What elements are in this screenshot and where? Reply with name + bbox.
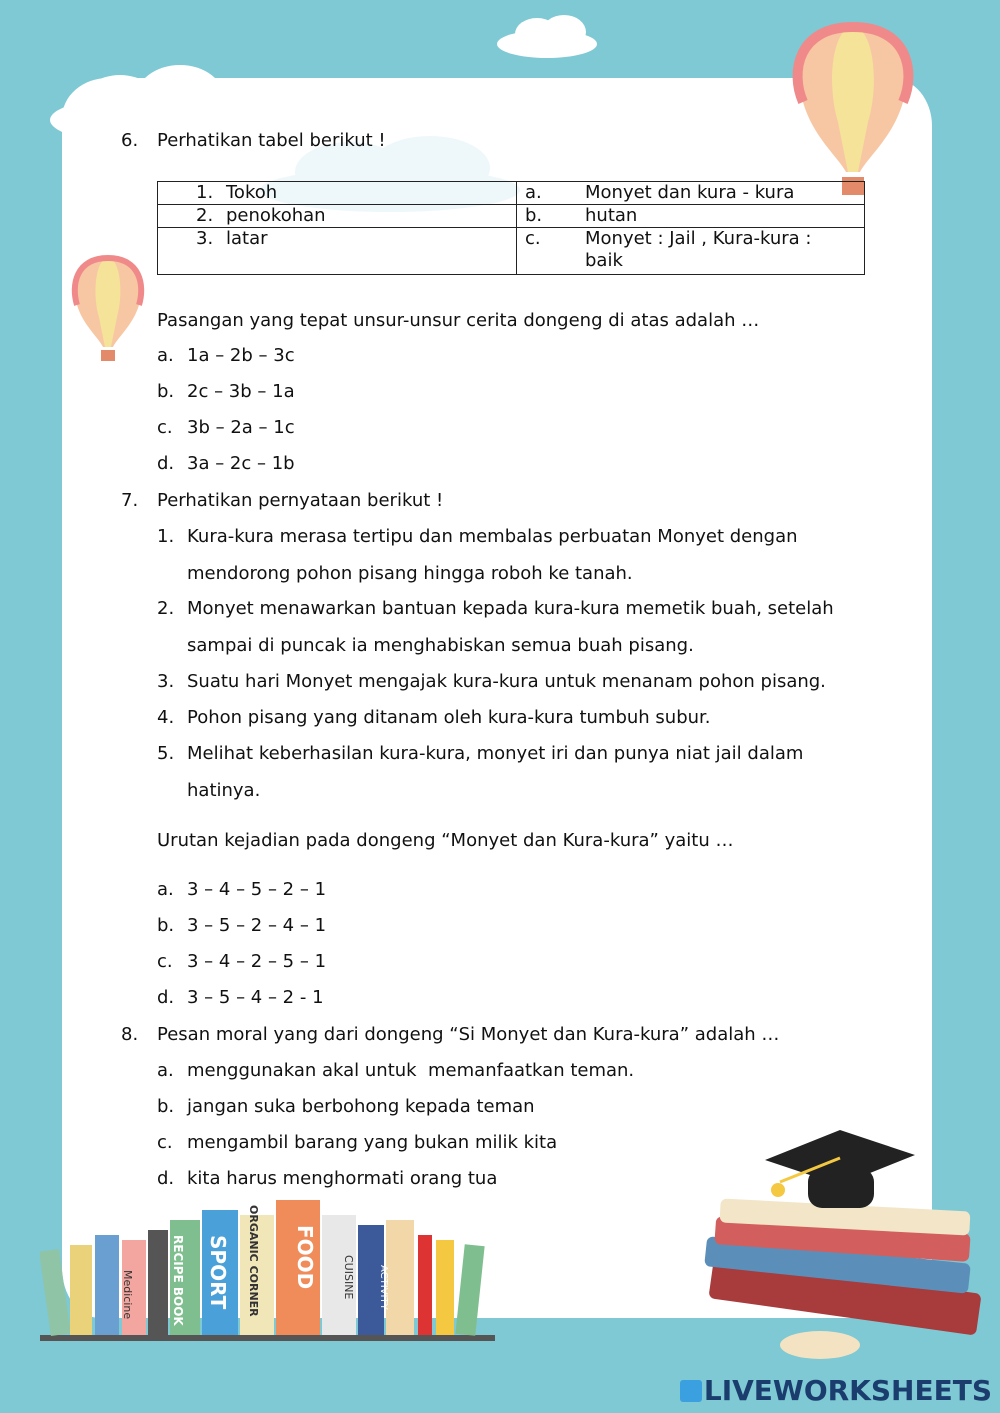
q8-option-b[interactable] xyxy=(157,1096,535,1118)
row-number: 1. xyxy=(196,182,214,203)
cloud-decoration-small xyxy=(492,12,602,60)
option-text: 3 – 5 – 2 – 4 – 1 xyxy=(187,915,327,936)
hot-air-balloon-left xyxy=(68,255,148,365)
table-cell-left xyxy=(158,228,517,275)
option-label: a. xyxy=(157,879,174,900)
row-right-text: hutan xyxy=(585,205,638,226)
q7-statement-4 xyxy=(157,707,857,729)
table-row xyxy=(158,205,865,228)
option-text: 3 – 5 – 4 – 2 - 1 xyxy=(187,987,324,1008)
statement-text: Kura-kura merasa tertipu dan membalas perbuatan Monyet dengan xyxy=(187,526,798,547)
statement-text: Monyet menawarkan bantuan kepada kura-kura memetik buah, setelah xyxy=(187,598,834,619)
option-label: d. xyxy=(157,987,175,1008)
option-label: b. xyxy=(157,1096,175,1117)
hot-air-balloon-right xyxy=(788,22,918,202)
book-spine-recipe: RECIPE BOOK xyxy=(171,1235,185,1326)
q7-statement-3 xyxy=(157,671,857,693)
table-cell-right xyxy=(517,182,865,205)
q7-option-b[interactable] xyxy=(157,915,327,937)
option-text: 3 – 4 – 2 – 5 – 1 xyxy=(187,951,327,972)
liveworksheets-icon xyxy=(680,1380,702,1402)
q8-number: 8. xyxy=(121,1024,139,1045)
option-label: d. xyxy=(157,1168,175,1189)
q8-option-a[interactable] xyxy=(157,1060,635,1082)
q6-option-b[interactable] xyxy=(157,381,295,403)
statement-text: Pohon pisang yang ditanam oleh kura-kura tumbuh subur. xyxy=(187,707,711,728)
row-letter: a. xyxy=(525,182,542,203)
row-number: 3. xyxy=(196,228,214,249)
option-text: kita harus menghormati orang tua xyxy=(187,1168,498,1189)
table-cell-right xyxy=(517,228,865,275)
book-spine-activity: ACTIVITY xyxy=(378,1265,389,1310)
option-label: b. xyxy=(157,915,175,936)
q6-table xyxy=(157,181,865,275)
row-left-text: Tokoh xyxy=(226,182,278,203)
statement-label: 1. xyxy=(157,526,175,547)
statement-text: Melihat keberhasilan kura-kura, monyet iri dan punya niat jail dalam xyxy=(187,743,804,764)
table-row xyxy=(158,182,865,205)
q8-prompt: Pesan moral yang dari dongeng “Si Monyet dan Kura-kura” adalah … xyxy=(157,1024,780,1045)
books-illustration xyxy=(40,1195,500,1345)
book-spine-cuisine: CUISINE xyxy=(342,1255,355,1300)
graduation-books-illustration xyxy=(690,1120,990,1390)
q8-option-d[interactable] xyxy=(157,1168,498,1190)
row-letter: b. xyxy=(525,205,543,226)
statement-label: 5. xyxy=(157,743,175,764)
option-text: 1a – 2b – 3c xyxy=(187,345,295,366)
option-label: a. xyxy=(157,1060,174,1081)
row-left-text: latar xyxy=(226,228,268,249)
liveworksheets-text: LIVEWORKSHEETS xyxy=(703,1374,992,1407)
book-spine-sport: SPORT xyxy=(206,1235,230,1310)
option-text: jangan suka berbohong kepada teman xyxy=(187,1096,535,1117)
q8-option-c[interactable] xyxy=(157,1132,558,1154)
q6-prompt: Perhatikan tabel berikut ! xyxy=(157,130,386,151)
table-cell-left xyxy=(158,182,517,205)
option-text: 3 – 4 – 5 – 2 – 1 xyxy=(187,879,327,900)
option-label: b. xyxy=(157,381,175,402)
option-label: a. xyxy=(157,345,174,366)
row-right-text-cont: baik xyxy=(585,250,623,271)
liveworksheets-logo[interactable] xyxy=(680,1374,992,1407)
q6-option-a[interactable] xyxy=(157,345,295,367)
option-label: c. xyxy=(157,951,173,972)
option-label: d. xyxy=(157,453,175,474)
q7-statement-1 xyxy=(157,526,857,584)
row-number: 2. xyxy=(196,205,214,226)
statement-label: 2. xyxy=(157,598,175,619)
statement-label: 3. xyxy=(157,671,175,692)
q7-prompt: Perhatikan pernyataan berikut ! xyxy=(157,490,444,511)
option-label: c. xyxy=(157,1132,173,1153)
q6-option-d[interactable] xyxy=(157,453,295,475)
q6-option-c[interactable] xyxy=(157,417,295,439)
option-text: 3a – 2c – 1b xyxy=(187,453,295,474)
table-cell-right xyxy=(517,205,865,228)
statement-text-cont: mendorong pohon pisang hingga roboh ke tanah. xyxy=(187,563,633,584)
q6-number: 6. xyxy=(121,130,139,151)
option-text: menggunakan akal untuk memanfaatkan teman. xyxy=(187,1060,635,1081)
table-row xyxy=(158,228,865,275)
option-text: 3b – 2a – 1c xyxy=(187,417,295,438)
q7-option-a[interactable] xyxy=(157,879,327,901)
statement-text-cont: sampai di puncak ia menghabiskan semua buah pisang. xyxy=(187,635,694,656)
q7-number: 7. xyxy=(121,490,139,511)
statement-label: 4. xyxy=(157,707,175,728)
q7-statement-2 xyxy=(157,598,857,656)
q7-question: Urutan kejadian pada dongeng “Monyet dan Kura-kura” yaitu … xyxy=(157,830,734,851)
option-text: mengambil barang yang bukan milik kita xyxy=(187,1132,558,1153)
book-spine-organic: ORGANIC CORNER xyxy=(247,1205,260,1317)
row-left-text: penokohan xyxy=(226,205,326,226)
option-text: 2c – 3b – 1a xyxy=(187,381,295,402)
statement-text-cont: hatinya. xyxy=(187,780,261,801)
statement-text: Suatu hari Monyet mengajak kura-kura untuk menanam pohon pisang. xyxy=(187,671,826,692)
row-letter: c. xyxy=(525,228,541,249)
row-right-text: Monyet dan kura - kura xyxy=(585,182,795,203)
row-right-text: Monyet : Jail , Kura-kura : xyxy=(585,228,812,249)
option-label: c. xyxy=(157,417,173,438)
q7-option-d[interactable] xyxy=(157,987,324,1009)
table-cell-left xyxy=(158,205,517,228)
q7-option-c[interactable] xyxy=(157,951,327,973)
q7-statement-5 xyxy=(157,743,857,801)
q6-question: Pasangan yang tepat unsur-unsur cerita dongeng di atas adalah … xyxy=(157,310,760,331)
book-spine-food: FOOD xyxy=(293,1225,317,1290)
book-spine-medicine: Medicine xyxy=(121,1270,134,1320)
